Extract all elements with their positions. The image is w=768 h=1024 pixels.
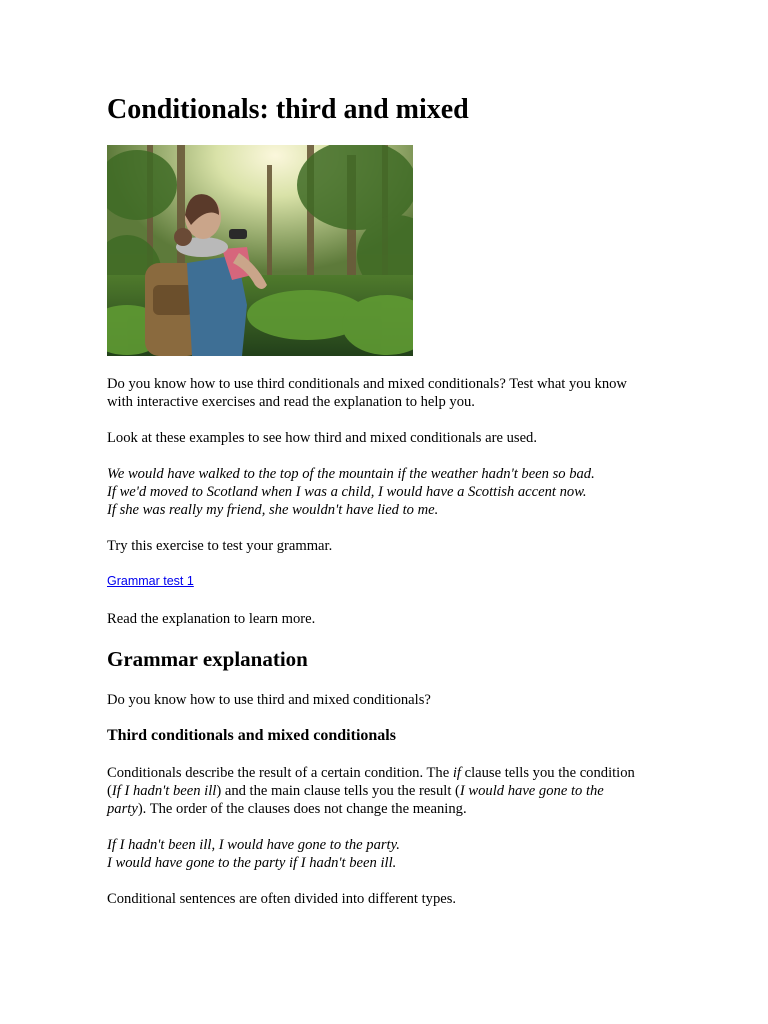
intro-line-1: Do you know how to use third conditionals and mixed conditionals? Test what you know [107,376,627,392]
sub-heading: Third conditionals and mixed conditionals [107,727,396,744]
examples-lead: Look at these examples to see how third and mixed conditionals are used. [107,430,537,446]
grammar-explanation-heading: Grammar explanation [107,647,308,671]
question-text: Do you know how to use third and mixed conditionals? [107,692,431,708]
explanation-line-1 [107,764,635,782]
exercise-prompt: Try this exercise to test your grammar. [107,538,333,554]
intro-line-2: with interactive exercises and read the explanation to help you. [107,394,475,410]
example-sentence: If she was really my friend, she wouldn't have lied to me. [107,502,439,518]
read-more-text: Read the explanation to learn more. [107,611,316,627]
example-sentence: If I hadn't been ill, I would have gone to the party. [107,837,400,853]
explanation-line-2 [107,782,604,800]
text-run: ) and the main clause tells you the result ( [216,783,460,799]
text-run: if [452,765,461,781]
text-run: Conditionals describe the result of a certain condition. The [107,765,453,781]
text-run: ( [107,783,112,799]
explanation-line-3 [107,800,467,818]
text-run: I would have gone to the [459,783,604,799]
example-sentence: If we'd moved to Scotland when I was a child, I would have a Scottish accent now. [107,484,587,500]
grammar-test-link[interactable]: Grammar test 1 [107,574,194,588]
types-text: Conditional sentences are often divided into different types. [107,891,457,907]
page-title: Conditionals: third and mixed [107,94,469,125]
text-run: party [107,801,138,817]
text-run: clause tells you the condition [460,765,635,781]
text-run: ). The order of the clauses does not change the meaning. [137,801,467,817]
example-sentence: I would have gone to the party if I hadn't been ill. [107,855,397,871]
example-sentence: We would have walked to the top of the mountain if the weather hadn't been so bad. [107,466,595,482]
grammar-test-link-row [107,572,194,590]
text-run: If I hadn't been ill [111,783,217,799]
hiker-photo [107,145,413,356]
